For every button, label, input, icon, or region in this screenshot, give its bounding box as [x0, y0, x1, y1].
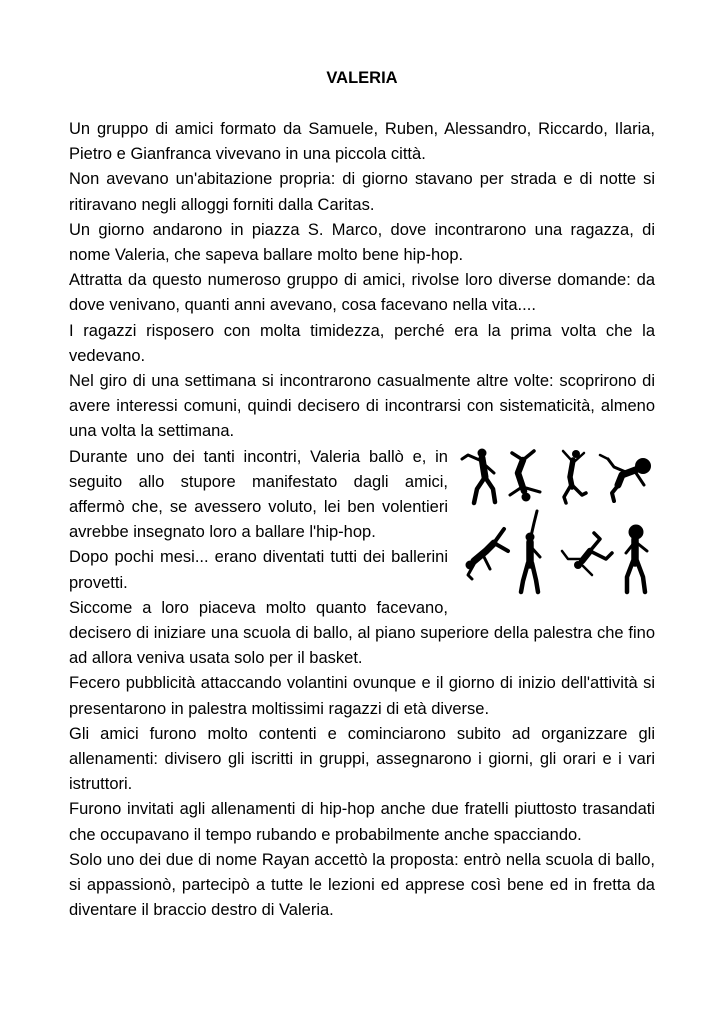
paragraph: Nel giro di una settimana si incontrarono casualmente altre volte: scoprirono di avere interessi comuni, quindi decisero di incontrarsi con sistematicità, almeno una volta la settimana. — [69, 372, 655, 441]
paragraph: Non avevano un'abitazione propria: di giorno stavano per strada e di notte si ritiravano negli alloggi forniti dalla Caritas. — [69, 170, 655, 214]
dancer-silhouette-icon — [563, 450, 586, 503]
dancer-silhouette-icon — [462, 448, 495, 503]
paragraph: Dopo pochi mesi... erano diventati tutti dei ballerini provetti. — [69, 548, 448, 592]
story-body — [69, 117, 655, 924]
paragraph: Attratta da questo numeroso gruppo di amici, rivolse loro diverse domande: da dove venivano, quanti anni avevano, cosa facevano nella vita.... — [69, 271, 655, 315]
paragraph: Siccome a loro piaceva molto quanto facevano, decisero di iniziare una scuola di ballo, al piano superiore della palestra che fino ad allora veniva usata solo per il basket. — [69, 598, 655, 668]
paragraph: Solo uno dei due di nome Rayan accettò la proposta: entrò nella scuola di ballo, si appassionò, partecipò a tutte le lezioni ed apprese così bene ed in fretta da diventare il braccio destro di Valeria. — [69, 850, 655, 920]
dancer-silhouette-icon — [510, 451, 540, 502]
paragraph: Durante uno dei tanti incontri, Valeria ballò e, in seguito allo stupore manifestato dagli amici, affermò che, se avessero voluto, lei ben volentieri avrebbe insegnato loro a ballare l'hip-hop. — [69, 447, 448, 542]
paragraph: I ragazzi risposero con molta timidezza, perché era la prima volta che la vedevano. — [69, 321, 655, 365]
dancer-silhouette-icon — [521, 511, 540, 592]
paragraph: Furono invitati agli allenamenti di hip-hop anche due fratelli piuttosto trasandati che occupavano il tempo rubando e probabilmente anche spacciando. — [69, 800, 655, 844]
document-title: VALERIA — [326, 69, 398, 87]
dancer-silhouette-icon — [562, 533, 612, 575]
hip-hop-dancers-silhouettes-icon — [460, 447, 655, 597]
paragraph: Un giorno andarono in piazza S. Marco, dove incontrarono una ragazza, di nome Valeria, che sapeva ballare molto bene hip-hop. — [69, 220, 655, 265]
paragraph: Gli amici furono molto contenti e cominciarono subito ad organizzare gli allenamenti: divisero gli iscritti in gruppi, assegnarono i giorni, gli orari e i vari istruttori. — [69, 724, 655, 794]
paragraph: Fecero pubblicità attaccando volantini ovunque e il giorno di inizio dell'attività si presentarono in palestra moltissimi ragazzi di età diverse. — [69, 674, 655, 718]
dancer-silhouette-icon — [466, 529, 509, 579]
dancer-silhouette-icon — [626, 524, 647, 592]
dancer-silhouette-icon — [600, 455, 651, 501]
paragraph: Un gruppo di amici formato da Samuele, Ruben, Alessandro, Riccardo, Ilaria, Pietro e Gianfranca vivevano in una piccola città. — [69, 120, 655, 164]
